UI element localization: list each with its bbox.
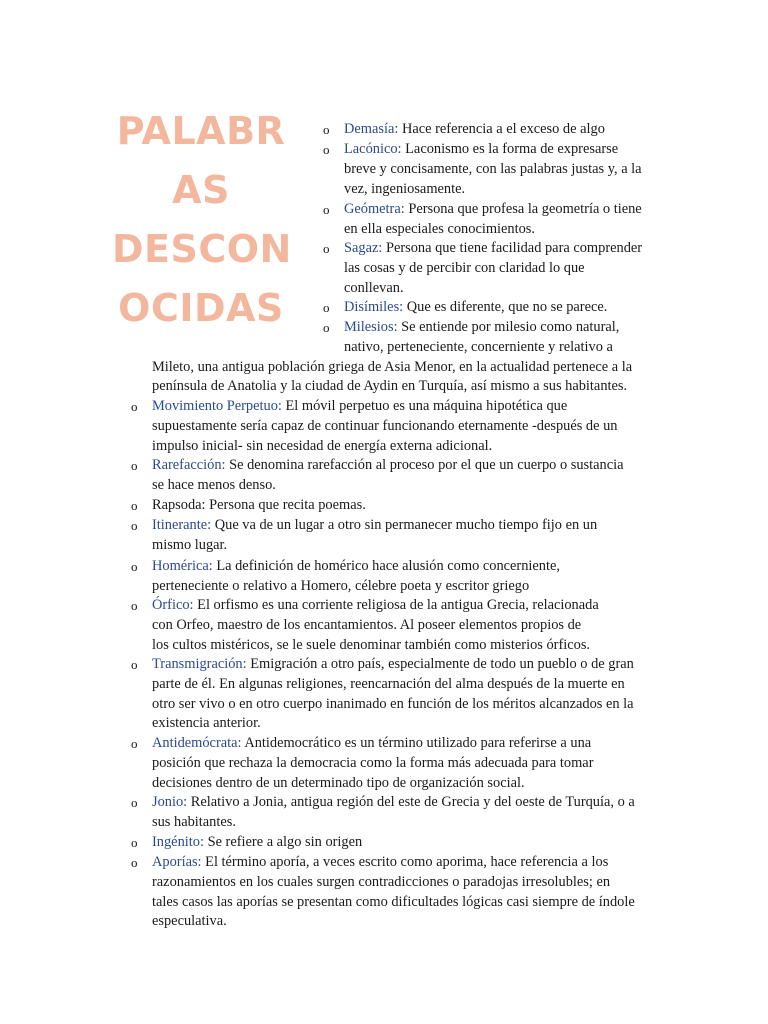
entry-definition: Persona que tiene facilidad para comprender [382, 240, 643, 256]
entry-definition: los cultos mistéricos, se le suele denominar también como misterios órficos. [152, 636, 591, 653]
entry-line [152, 437, 492, 457]
entry-line [344, 220, 535, 240]
entry-term: Disímiles: [344, 299, 404, 315]
entry-line [344, 180, 465, 200]
entry-line [152, 358, 632, 378]
entry-definition: Se denomina rarefacción al proceso por el que un cuerpo o sustancia [225, 457, 624, 473]
entry-term: Transmigración: [152, 656, 247, 672]
entry-definition: se hace menos denso. [152, 476, 276, 493]
title-line: PALABR [116, 109, 286, 153]
entry-definition: Rapsoda: Persona que recita poemas. [152, 497, 366, 513]
entry-line [152, 577, 529, 597]
entry-definition: Antidemocrático es un término utilizado para referirse a una [241, 735, 592, 751]
entry-definition: Que va de un lugar a otro sin permanecer mucho tiempo fijo en un [211, 517, 598, 533]
entry-term: Órfico: [152, 597, 194, 613]
bullet-icon: o [323, 142, 330, 157]
entry-line [344, 160, 642, 180]
entry-definition: supuestamente sería capaz de continuar funcionando eternamente -después de un [152, 417, 618, 434]
entry-definition: especulativa. [152, 913, 227, 930]
entry-line [152, 557, 560, 577]
entry-line [152, 675, 625, 695]
title-line: DESCON [112, 227, 292, 271]
entry-definition: Hace referencia a el exceso de algo [398, 121, 605, 137]
entry-line [152, 793, 635, 813]
entry-term: Ingénito: [152, 834, 204, 850]
entry-term: Rarefacción: [152, 457, 226, 473]
entry-definition: existencia anterior. [152, 715, 261, 732]
entry-definition: Persona que profesa la geometría o tiene [404, 201, 642, 217]
entry-line [152, 596, 599, 616]
bullet-icon: o [131, 518, 138, 533]
bullet-icon: o [131, 498, 138, 513]
entry-definition: El término aporía, a veces escrito como aporima, hace referencia a los [201, 854, 609, 870]
entry-line [152, 734, 591, 754]
entry-line [344, 338, 613, 358]
entry-line [344, 279, 404, 299]
entry-definition: nativo, perteneciente, concerniente y relativo a [344, 338, 613, 355]
entry-line [152, 616, 581, 636]
page-title [112, 102, 290, 338]
entry-line [344, 200, 642, 220]
entry-definition: con Orfeo, maestro de los encantamientos. Al poseer elementos propios de [152, 616, 582, 633]
entry-line [152, 377, 627, 397]
entry-definition: decisiones dentro de un determinado tipo de organización social. [152, 774, 525, 791]
entry-line [344, 120, 605, 140]
entry-line [152, 496, 366, 516]
entry-line [344, 140, 618, 160]
entry-line [152, 813, 236, 833]
entry-line [152, 833, 362, 853]
bullet-icon: o [131, 458, 138, 473]
entry-definition: tales casos las aporías se presentan como dificultades lógicas casi siempre de índole [152, 893, 635, 910]
entry-line [152, 695, 634, 715]
entry-definition: Se refiere a algo sin origen [203, 834, 363, 850]
entry-term: Movimiento Perpetuo: [152, 398, 282, 414]
entry-line [152, 456, 624, 476]
entry-definition: Que es diferente, que no se parece. [403, 299, 608, 315]
entry-term: Antidemócrata: [152, 735, 242, 751]
entry-line [152, 714, 261, 734]
bullet-icon: o [131, 855, 138, 870]
entry-line [152, 873, 610, 893]
bullet-icon: o [323, 122, 330, 137]
bullet-icon: o [131, 598, 138, 613]
entry-definition: Mileto, una antigua población griega de Asia Menor, en la actualidad pertenece a la [152, 358, 633, 375]
entry-definition: razonamientos en los cuales surgen contradicciones o paradojas irresolubles; en [152, 873, 611, 890]
entry-line [152, 912, 227, 932]
title-line: OCIDAS [118, 286, 284, 330]
entry-line [344, 318, 619, 338]
entry-definition: perteneciente o relativo a Homero, célebre poeta y escritor griego [152, 577, 530, 594]
entry-term: Aporías: [152, 854, 202, 870]
entry-definition: impulso inicial- sin necesidad de energía externa adicional. [152, 437, 493, 454]
entry-definition: mismo lugar. [152, 536, 228, 553]
entry-definition: Relativo a Jonia, antigua región del este de Grecia y del oeste de Turquía, o a [187, 794, 635, 810]
title-line: AS [172, 168, 230, 212]
entry-line [152, 516, 597, 536]
entry-line [152, 397, 567, 417]
entry-line [152, 754, 594, 774]
entry-definition: vez, ingeniosamente. [344, 180, 466, 197]
bullet-icon: o [131, 399, 138, 414]
entry-term: Jonio: [152, 794, 188, 810]
entry-definition: posición que rechaza la democracia como la forma más adecuada para tomar [152, 754, 594, 771]
entry-term: Geómetra: [344, 201, 405, 217]
entry-definition: otro ser vivo o en otro cuerpo inanimado en función de los méritos alcanzados en la [152, 695, 634, 712]
entry-definition: península de Anatolia y la ciudad de Aydin en Turquía, así mismo a sus habitantes. [152, 378, 628, 395]
bullet-icon: o [323, 300, 330, 315]
entry-term: Demasía: [344, 121, 399, 137]
entry-definition: conllevan. [344, 279, 404, 296]
entry-term: Lacónico: [344, 141, 402, 157]
entry-term: Milesios: [344, 319, 398, 335]
entry-definition: Laconismo es la forma de expresarse [401, 141, 619, 157]
entry-line [152, 774, 525, 794]
entry-line [152, 853, 608, 873]
entry-line [152, 417, 618, 437]
entry-definition: Emigración a otro país, especialmente de todo un pueblo o de gran [246, 656, 634, 672]
bullet-icon: o [131, 736, 138, 751]
entry-definition: breve y concisamente, con las palabras justas y, a la [344, 160, 642, 177]
entry-definition: El móvil perpetuo es una máquina hipotética que [281, 398, 568, 414]
entry-line [152, 536, 227, 556]
bullet-icon: o [323, 202, 330, 217]
bullet-icon: o [131, 657, 138, 672]
bullet-icon: o [131, 559, 138, 574]
entry-term: Itinerante: [152, 517, 212, 533]
entry-term: Sagaz: [344, 240, 383, 256]
bullet-icon: o [131, 795, 138, 810]
entry-line [344, 239, 642, 259]
entry-line [152, 476, 276, 496]
entry-term: Homérica: [152, 558, 213, 574]
entry-definition: parte de él. En algunas religiones, reencarnación del alma después de la muerte en [152, 675, 625, 692]
bullet-icon: o [323, 320, 330, 335]
entry-line [152, 893, 635, 913]
entry-line [152, 655, 634, 675]
entry-definition: en ella especiales conocimientos. [344, 220, 535, 237]
bullet-icon: o [323, 241, 330, 256]
entry-definition: Se entiende por milesio como natural, [397, 319, 620, 335]
entry-definition: las cosas y de percibir con claridad lo que [344, 259, 585, 276]
bullet-icon: o [131, 835, 138, 850]
entry-definition: sus habitantes. [152, 813, 236, 830]
entry-line [344, 298, 607, 318]
entry-line [152, 636, 590, 656]
entry-definition: La definición de homérico hace alusión como concerniente, [212, 558, 560, 574]
entry-line [344, 259, 585, 279]
entry-definition: El orfismo es una corriente religiosa de la antigua Grecia, relacionada [193, 597, 599, 613]
